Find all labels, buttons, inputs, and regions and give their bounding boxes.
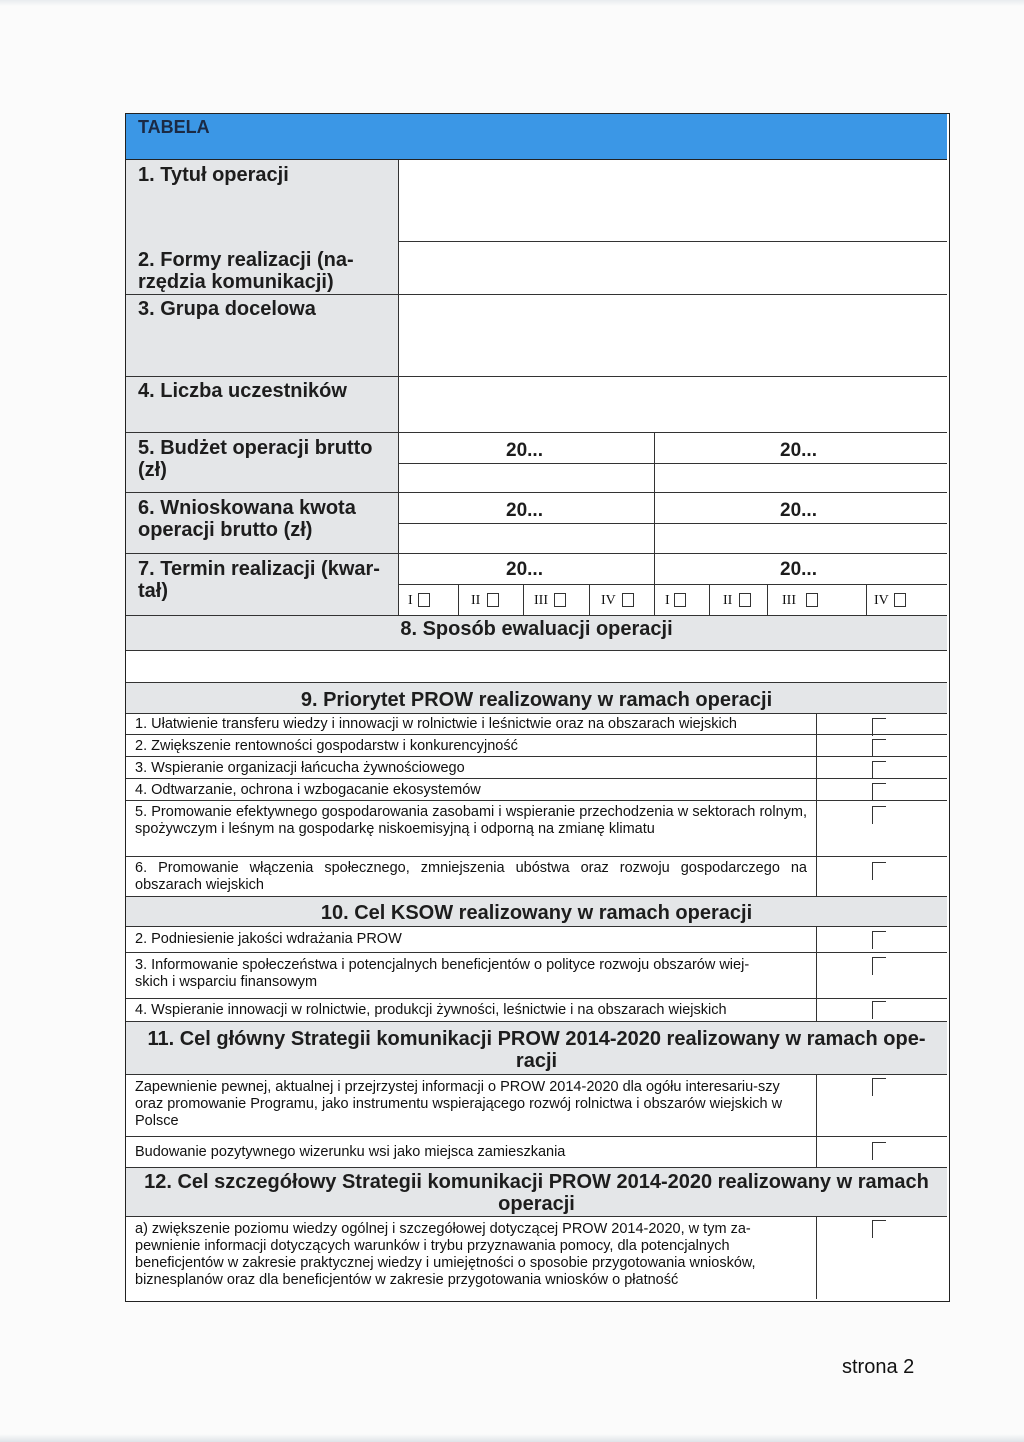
- ksow-goal-item: 4. Wspieranie innowacji w rolnictwie, produkcji żywności, leśnictwie i na obszarach wiejskich: [135, 1002, 727, 1018]
- evaluation-method-input[interactable]: [126, 651, 947, 682]
- section-12-title: 12. Cel szczegółowy Strategii komunikacji PROW 2014-2020 realizowany w ramach operacji: [144, 1171, 929, 1215]
- main-goal-item: Budowanie pozytywnego wizerunku wsi jako miejsca zamieszkania: [135, 1144, 566, 1160]
- budget-year1-input[interactable]: [399, 464, 654, 492]
- priority-item: 1. Ułatwienie transferu wiedzy i innowacji w rolnictwie i leśnictwie oraz na obszarach wiejskich: [135, 716, 737, 732]
- main-goal-checkbox[interactable]: [872, 1142, 886, 1160]
- priority-item: 6. Promowanie włączenia społecznego, zmniejszenia ubóstwa oraz rozwoju gospodarczego na obszarach wiejskich: [135, 860, 807, 893]
- priority-checkbox[interactable]: [872, 739, 886, 757]
- quarter-checkbox[interactable]: [418, 593, 430, 607]
- quarter-checkbox[interactable]: [894, 593, 906, 607]
- quarter-checkbox[interactable]: [806, 593, 818, 607]
- row-participants-label: 4. Liczba uczestników: [138, 380, 347, 402]
- quarter-label: II: [471, 593, 481, 608]
- ksow-checkbox[interactable]: [872, 931, 886, 949]
- row-budget-label: 5. Budżet operacji brutto (zł): [138, 437, 373, 481]
- section-11-title: 11. Cel główny Strategii komunikacji PROW 2014-2020 realizowany w ramach ope-racji: [147, 1028, 926, 1072]
- priority-checkbox[interactable]: [872, 806, 886, 824]
- forms-input-cell[interactable]: [399, 242, 947, 294]
- section-9-title: 9. Priorytet PROW realizowany w ramach operacji: [300, 689, 773, 711]
- main-goal-checkbox[interactable]: [872, 1078, 886, 1096]
- page-top-edge: [0, 0, 1024, 6]
- participants-input-cell[interactable]: [399, 377, 947, 432]
- row-timeframe-label: 7. Termin realizacji (kwar-tał): [138, 558, 380, 602]
- row-requested-amount-label: 6. Wnioskowana kwota operacji brutto (zł): [138, 497, 356, 541]
- row-forms-label: 2. Formy realizacji (na-rzędzia komunikacji): [138, 249, 354, 293]
- page-bottom-edge: [0, 1434, 1024, 1442]
- section-10-title: 10. Cel KSOW realizowany w ramach operacji: [320, 902, 753, 924]
- quarter-label: IV: [601, 593, 616, 608]
- ksow-goal-item: 2. Podniesienie jakości wdrażania PROW: [135, 931, 402, 947]
- page-number: strona 2: [842, 1356, 915, 1378]
- priority-checkbox[interactable]: [872, 862, 886, 880]
- quarter-checkbox[interactable]: [487, 593, 499, 607]
- quarter-label: III: [782, 593, 796, 608]
- timeframe-year1-label: 20...: [506, 559, 543, 580]
- table-header-bar: [126, 114, 947, 160]
- requested-year2-input[interactable]: [655, 524, 947, 553]
- specific-goal-checkbox[interactable]: [872, 1220, 886, 1238]
- budget-year1-label: 20...: [506, 440, 543, 461]
- requested-year1-label: 20...: [506, 500, 543, 521]
- quarter-label: I: [665, 593, 670, 608]
- target-group-input-cell[interactable]: [399, 295, 947, 376]
- table-header-title: TABELA: [138, 117, 210, 137]
- quarter-label: II: [723, 593, 733, 608]
- quarter-checkbox[interactable]: [554, 593, 566, 607]
- quarter-checkbox[interactable]: [622, 593, 634, 607]
- priority-checkbox[interactable]: [872, 783, 886, 801]
- quarter-label: I: [408, 593, 413, 608]
- requested-year2-label: 20...: [780, 500, 817, 521]
- quarter-label: IV: [874, 593, 889, 608]
- row-title-label: 1. Tytuł operacji: [138, 164, 289, 186]
- main-goal-item: Zapewnienie pewnej, aktualnej i przejrzystej informacji o PROW 2014-2020 dla ogółu interesariu-szy oraz promowanie Programu, jako instrumentu wspierającego rozwój rolnictwa i obszarów wiejskich w Polsce: [135, 1079, 783, 1129]
- section-8-title: 8. Sposób ewaluacji operacji: [400, 618, 673, 640]
- title-input-cell[interactable]: [399, 160, 947, 241]
- quarter-checkbox[interactable]: [674, 593, 686, 607]
- timeframe-year2-label: 20...: [780, 559, 817, 580]
- specific-goal-item: a) zwiększenie poziomu wiedzy ogólnej i szczegółowej dotyczącej PROW 2014-2020, w tym za-pewnienie informacji dotyczących warunków i trybu przyznawania pomocy, dla potencjalnych beneficjentów w zakresie praktycznej wiedzy i umiejętności o sposobie przygotowania wniosków, biznesplanów oraz dla beneficjentów w zakresie przygotowania wniosków o płatność: [135, 1221, 756, 1288]
- priority-item: 2. Zwiększenie rentowności gospodarstw i konkurencyjność: [135, 738, 518, 754]
- row-target-group-label: 3. Grupa docelowa: [138, 298, 316, 320]
- ksow-checkbox[interactable]: [872, 1001, 886, 1019]
- budget-year2-input[interactable]: [655, 464, 947, 492]
- requested-year1-input[interactable]: [399, 524, 654, 553]
- quarter-checkbox[interactable]: [739, 593, 751, 607]
- priority-item: 3. Wspieranie organizacji łańcucha żywnościowego: [135, 760, 465, 776]
- priority-item: 5. Promowanie efektywnego gospodarowania zasobami i wspieranie przechodzenia w sektorach rolnym, spożywczym i leśnym na gospodarkę niskoemisyjną i odporną na zmianę klimatu: [135, 804, 807, 837]
- priority-checkbox[interactable]: [872, 761, 886, 779]
- application-form-table: [125, 113, 950, 1302]
- priority-checkbox[interactable]: [872, 718, 886, 736]
- budget-year2-label: 20...: [780, 440, 817, 461]
- ksow-checkbox[interactable]: [872, 957, 886, 975]
- priority-item: 4. Odtwarzanie, ochrona i wzbogacanie ekosystemów: [135, 782, 481, 798]
- quarter-label: III: [534, 593, 548, 608]
- ksow-goal-item: 3. Informowanie społeczeństwa i potencjalnych beneficjentów o polityce rozwoju obszarów wiej-skich i wsparciu finansowym: [135, 957, 750, 990]
